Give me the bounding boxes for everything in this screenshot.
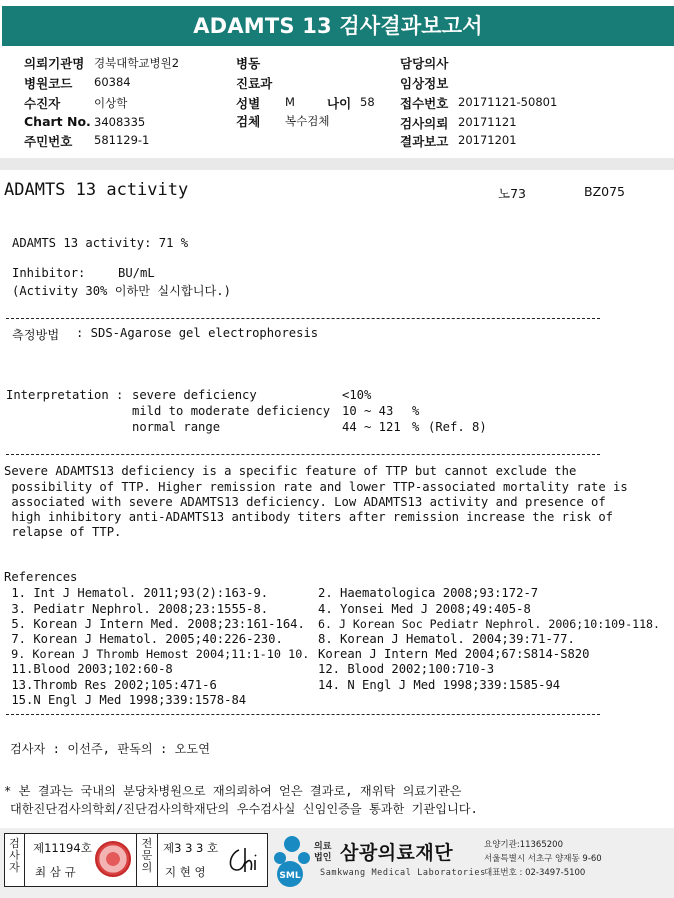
examiner-vertical-label: 검사자	[5, 834, 25, 886]
institution-value: 경북대학교병원2	[94, 56, 180, 70]
clinical-label: 임상정보	[400, 76, 449, 91]
test-code-1: 노73	[498, 186, 526, 201]
logo-english-name: Samkwang Medical Laboratories	[320, 868, 486, 878]
ward-label: 병동	[236, 56, 261, 71]
sex-value: M	[285, 95, 295, 109]
reference-item: 15.N Engl J Med 1998;339:1578-84	[4, 693, 247, 707]
reference-item: 5. Korean J Intern Med. 2008;23:161-164.	[4, 617, 305, 631]
interp-range: <10%	[342, 388, 372, 402]
patient-label: 수진자	[24, 96, 61, 111]
receipt-label: 접수번호	[400, 96, 449, 111]
age-label: 나이	[327, 96, 352, 111]
inhibitor-label: Inhibitor:	[12, 266, 86, 280]
sml-badge-text: SML	[279, 871, 301, 881]
interpretation-label: Interpretation :	[6, 388, 124, 402]
comment-line: Severe ADAMTS13 deficiency is a specific feature of TTP but cannot exclude the	[4, 464, 577, 478]
report-date-value: 20171201	[458, 133, 517, 147]
interp-unit: %	[412, 404, 420, 418]
comment-line: associated with severe ADAMTS13 deficiency. Low ADAMTS13 activity and presence of	[4, 495, 606, 509]
report-title: ADAMTS 13 검사결과보고서	[2, 6, 674, 46]
comment-line: relapse of TTP.	[4, 525, 122, 539]
reference-item: 14. N Engl J Med 1998;339:1585-94	[318, 678, 561, 692]
comment-line: high inhibitory anti-ADAMTS13 antibody titers after remission increase the risk of	[4, 510, 614, 524]
method-value: : SDS-Agarose gel electrophoresis	[76, 326, 319, 340]
examiners-line: 검사자 : 이선주, 판독의 : 오도연	[10, 742, 210, 756]
notice-line-1: * 본 결과는 국내의 분당차병원으로 재의뢰하여 얻은 결과로, 재위탁 의료기관은	[4, 784, 462, 798]
receipt-value: 20171121-50801	[458, 95, 558, 109]
reference-item: 8. Korean J Hematol. 2004;39:71-77.	[318, 632, 575, 646]
signature-box	[4, 833, 268, 887]
specimen-value: 복수검체	[285, 114, 330, 128]
reference-item: Korean J Intern Med 2004;67:S814-S820	[318, 647, 590, 661]
org-phone: 대표번호 : 02-3497-5100	[484, 868, 586, 878]
test-code-2: BZ075	[584, 184, 625, 199]
official-seal-stamp	[95, 841, 131, 877]
hospital-code-value: 60384	[94, 75, 131, 89]
method-label: 측정방법	[12, 328, 60, 342]
specialist-name: 지 현 영	[165, 865, 206, 879]
report-footer	[0, 828, 674, 898]
rrn-label: 주민번호	[24, 134, 73, 149]
request-value: 20171121	[458, 115, 517, 129]
age-value: 58	[360, 95, 375, 109]
section-divider	[0, 158, 674, 170]
request-label: 검사의뢰	[400, 116, 449, 131]
logo-name: 삼광의료재단	[340, 842, 454, 864]
chart-no-value: 3408335	[94, 115, 146, 129]
interp-category: normal range	[132, 420, 221, 434]
dashed-separator	[6, 454, 600, 455]
specimen-label: 검체	[236, 114, 261, 129]
interp-range: 44 ~ 121	[342, 420, 401, 434]
sml-logo-icon	[270, 834, 314, 888]
comment-line: possibility of TTP. Higher remission rate and lower TTP-associated mortality rate is	[4, 480, 628, 494]
logo-prefix: 의료 법인	[314, 842, 332, 863]
chart-no-label: Chart No.	[24, 114, 91, 129]
interp-category: mild to moderate deficiency	[132, 404, 331, 418]
report-date-label: 결과보고	[400, 134, 449, 149]
references-label: References	[4, 570, 78, 584]
examiner-license: 제11194호	[33, 841, 92, 855]
interp-category: severe deficiency	[132, 388, 257, 402]
samkwang-logo	[270, 832, 670, 894]
patient-value: 이상학	[94, 96, 128, 110]
inhibitor-unit: BU/mL	[118, 266, 155, 280]
interp-range: 10 ~ 43	[342, 404, 394, 418]
institution-label: 의뢰기관명	[24, 56, 85, 71]
org-address: 서울특별시 서초구 양재동 9-60	[484, 854, 602, 864]
sex-label: 성별	[236, 96, 261, 111]
specialist-vertical-label: 전문의	[136, 834, 158, 886]
examiner-name: 최 삼 규	[35, 865, 76, 879]
reference-item: 12. Blood 2002;100:710-3	[318, 662, 495, 676]
interp-ref: (Ref. 8)	[428, 420, 487, 434]
reference-item: 11.Blood 2003;102:60-8	[4, 662, 173, 676]
report-body	[0, 170, 674, 830]
org-code: 요양기관:11365200	[484, 840, 563, 850]
handwritten-signature	[225, 844, 261, 878]
activity-result: ADAMTS 13 activity: 71 %	[12, 236, 189, 250]
interp-unit: %	[412, 420, 420, 434]
reference-item: 6. J Korean Soc Pediatr Nephrol. 2006;10:109-118.	[318, 617, 661, 631]
reference-item: 3. Pediatr Nephrol. 2008;23:1555-8.	[4, 602, 269, 616]
rrn-value: 581129-1	[94, 133, 150, 147]
reference-item: 9. Korean J Thromb Hemost 2004;11:1-10 10.	[4, 647, 310, 661]
dept-label: 진료과	[236, 76, 273, 91]
specialist-license: 제3 3 3 호	[163, 841, 219, 855]
test-title: ADAMTS 13 activity	[4, 180, 189, 200]
reference-item: 13.Thromb Res 2002;105:471-6	[4, 678, 217, 692]
reference-item: 2. Haematologica 2008;93:172-7	[318, 586, 539, 600]
reference-item: 4. Yonsei Med J 2008;49:405-8	[318, 602, 531, 616]
notice-line-2: 대한진단검사의학회/진단검사의학재단의 우수검사실 신임인증을 통과한 기관입니다.	[10, 802, 478, 816]
inhibitor-note: (Activity 30% 이하만 실시합니다.)	[12, 284, 231, 298]
reference-item: 1. Int J Hematol. 2011;93(2):163-9.	[4, 586, 269, 600]
hospital-code-label: 병원코드	[24, 76, 73, 91]
dashed-separator	[6, 318, 600, 319]
reference-item: 7. Korean J Hematol. 2005;40:226-230.	[4, 632, 283, 646]
doctor-label: 담당의사	[400, 56, 449, 71]
dashed-separator	[6, 714, 600, 715]
patient-info-panel	[0, 48, 674, 156]
report-header	[0, 0, 674, 46]
